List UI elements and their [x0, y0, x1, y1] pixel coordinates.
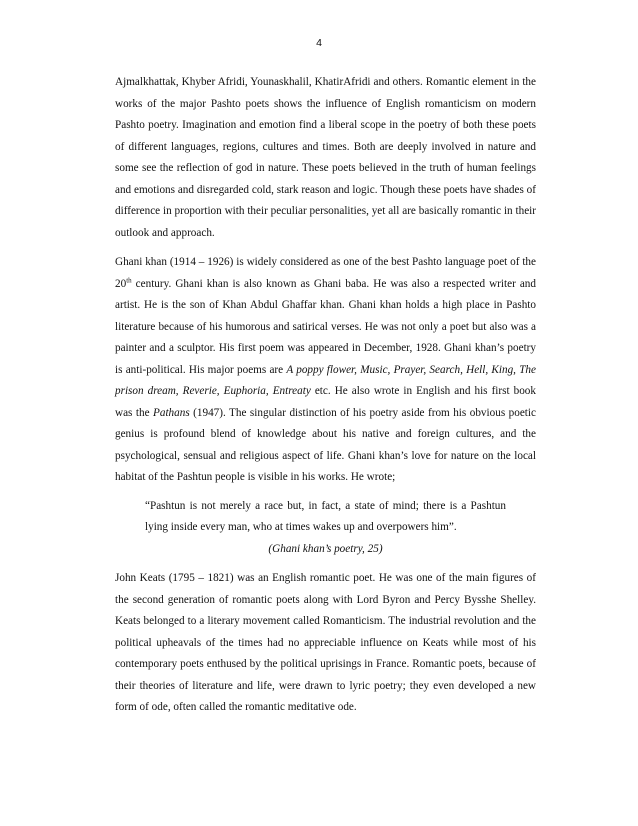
paragraph-romantic-element: Ajmalkhattak, Khyber Afridi, Younaskhalil, KhatirAfridi and others. Romantic element in the works of the major Pashto poets shows the influence of English romanticism on modern Pashto poetry. Imagination and emotion find a liberal scope in the poetry of both these poets of different languages, regions, cultures and times. Both are deeply involved in nature and some see the reflection of god in nature. These poets believed in the truth of human feelings and emotions and disregarded cold, stark reason and logic. Though these poets have shades of difference in proportion with their peculiar personalities, yet all are basically romantic in their outlook and approach. — [115, 76, 536, 239]
book-title: Pathans — [153, 406, 190, 419]
paragraph-john-keats: John Keats (1795 – 1821) was an English romantic poet. He was one of the main figures of the second generation of romantic poets along with Lord Byron and Percy Bysshe Shelley. Keats belonged to a literary movement called Romanticism. The industrial revolution and the political upheavals of the times had no appreciable influence on Keats while most of his contemporary poets enthused by the political uprisings in France. Romantic poets, because of their theories of literature and life, were drawn to lyric poetry; they even developed a new form of ode, often called the romantic meditative ode. — [115, 572, 536, 713]
ghani-khan-text-2: century. Ghani khan is also known as Ghani baba. He was also a respected writer and artist. He is the son of Khan Abdul Ghaffar khan. Ghani khan holds a high place in Pashto literature because of his humorous and satirical verses. He was not only a poet but also was a painter and a sculptor. His first poem was appeared in December, 1928. Ghani khan’s poetry is anti-political. His major poems are — [115, 277, 536, 376]
ghani-khan-text-4: (1947). The singular distinction of his poetry aside from his obvious poetic genius is profound blend of knowledge about his native and foreign cultures, and the psychological, sensual and religious aspect of life. Ghani khan’s love for nature on the local habitat of the Pashtun people is visible in his works. He wrote; — [115, 406, 536, 483]
ghani-khan-text-1: Ghani khan (1914 – 1926) is widely considered as one of the best Pashto language poet of the 20 — [115, 256, 536, 290]
paragraph-ghani-khan — [115, 252, 536, 489]
ghani-khan-text-3: etc. He also wrote in English and his first book was the — [115, 385, 536, 419]
quote-citation: (Ghani khan’s poetry, 25) — [268, 542, 383, 555]
ordinal-superscript: th — [126, 275, 132, 284]
page-number: 4 — [316, 37, 322, 49]
block-quote: “Pashtun is not merely a race but, in fact, a state of mind; there is a Pashtun lying inside every man, who at times wakes up and overpowers him”. — [145, 499, 506, 533]
document-body — [115, 72, 536, 719]
major-poems-list: A poppy flower, Music, Prayer, Search, Hell, King, The prison dream, Reverie, Euphoria, Entreaty — [115, 363, 536, 397]
